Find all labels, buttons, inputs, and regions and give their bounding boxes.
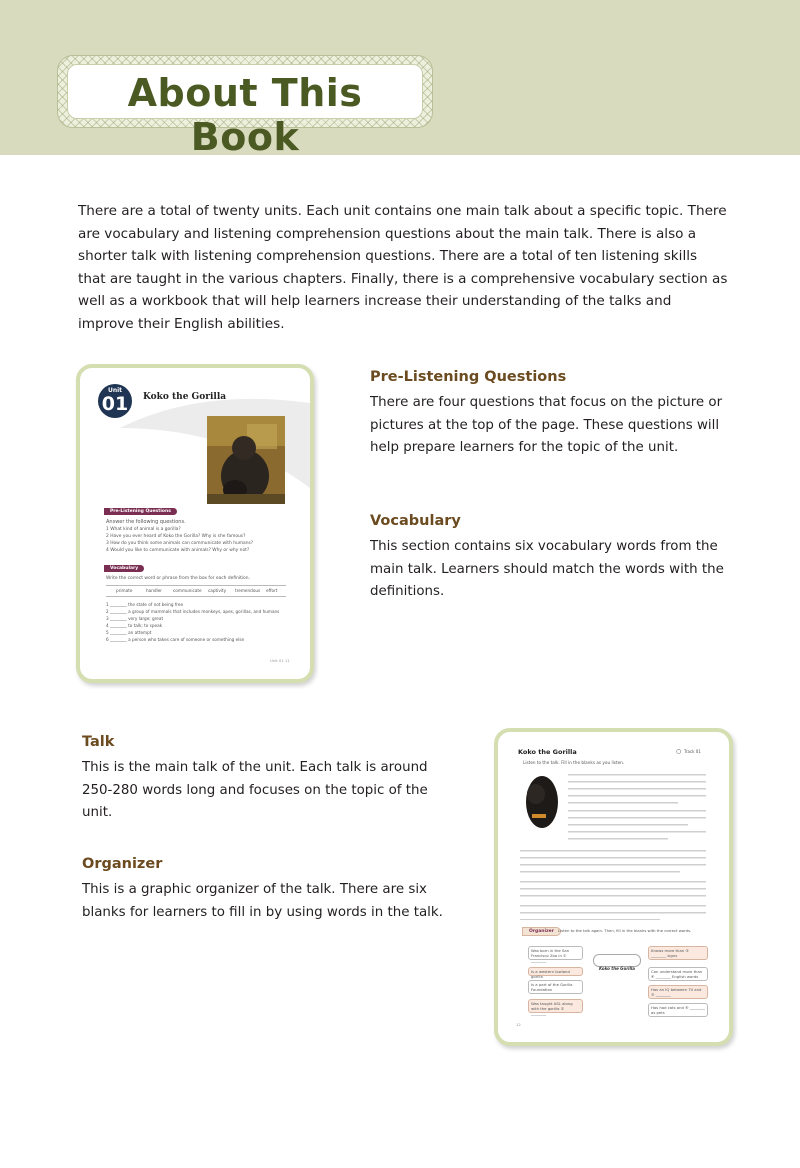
word-4: captivity: [208, 588, 227, 593]
definition-4: 4 ________ to talk; to speak: [106, 623, 163, 628]
word-6: effort: [266, 588, 278, 593]
vocabulary-heading: Vocabulary: [370, 513, 461, 529]
organizer-right-1: Knows more than ③ ________ signs: [648, 946, 708, 960]
organizer-instruction: Listen to the talk again. Then, fill in the blanks with the correct words.: [558, 928, 692, 933]
track-label: Track 01: [684, 749, 701, 754]
unit-label: Unit: [107, 387, 123, 394]
intro-paragraph: There are a total of twenty units. Each unit contains one main talk about a specific topic. There are vocabulary and listening comprehension questions about the main talk. There is also a shorter talk with listening comprehension questions. There are a total of ten listening skills that are taught in the various chapters. Finally, there is a comprehensive vocabulary section as well as a workbook that will help learners increase their understanding of the talks and improve their English abilities.: [78, 203, 728, 332]
title-inner: [67, 64, 423, 159]
pre-instruction: Answer the following questions.: [106, 519, 186, 525]
headphones-icon: ○: [676, 748, 682, 755]
organizer-heading: Organizer: [82, 856, 163, 872]
pre-listening-tag: Pre-Listening Questions: [104, 508, 177, 515]
organizer-body: This is a graphic organizer of the talk. There are six blanks for learners to fill in by using words in the talk.: [82, 882, 443, 920]
organizer-left-2: Is a western lowland gorilla: [528, 967, 583, 976]
talk-page-preview: [494, 728, 733, 1046]
definition-6: 6 ________ a person who takes care of someone or something else: [106, 637, 245, 642]
unit-number: 01: [101, 393, 129, 415]
organizer-right-3: Has an IQ between 70 and ⑤ ________: [648, 985, 708, 999]
definition-1: 1 ________ the state of not being free: [106, 602, 184, 607]
talk-text-lines: [498, 770, 729, 920]
question-4: 4 Would you like to communicate with animals? Why or why not?: [106, 548, 250, 553]
definition-3: 3 ________ very large; great: [106, 616, 164, 621]
unit-badge: [98, 384, 132, 418]
word-5: tremendous: [235, 588, 261, 593]
talk-instruction: Listen to the talk. Fill in the blanks as you listen.: [523, 760, 625, 765]
organizer-left-1: Was born in the San Francisco Zoo in ① ________: [528, 946, 583, 960]
header-band: [0, 0, 800, 159]
organizer-center: [593, 954, 641, 971]
organizer-center-label: Koko the Gorilla: [599, 966, 635, 971]
talk-body: This is the main talk of the unit. Each talk is around 250-280 words long and focuses on the topic of the unit.: [82, 760, 428, 820]
unit-page-preview: [76, 364, 314, 683]
vocab-instruction: Write the correct word or phrase from the box for each definition.: [106, 576, 250, 581]
definition-2: 2 ________ a group of mammals that includes monkeys, apes, gorillas, and humans: [106, 609, 280, 614]
definition-5: 5 ________ an attempt: [106, 630, 152, 635]
vocabulary-tag: Vocabulary: [104, 565, 144, 572]
question-2: 2 Have you ever heard of Koko the Gorilla? Why is she famous?: [106, 534, 246, 539]
pre-listening-body: There are four questions that focus on the picture or pictures at the top of the page. These questions will help prepare learners for the topic of the unit.: [370, 395, 723, 455]
page-title: About This Book: [127, 71, 363, 159]
title-frame: [57, 55, 433, 159]
unit-title: Koko the Gorilla: [143, 392, 227, 402]
talk-page-number: 12: [516, 1022, 521, 1027]
pre-listening-heading: Pre-Listening Questions: [370, 369, 567, 385]
talk-title: Koko the Gorilla: [518, 748, 577, 756]
word-box: [106, 585, 286, 597]
question-1: 1 What kind of animal is a gorilla?: [106, 527, 181, 532]
word-3: communicate: [173, 588, 202, 593]
page-number: Unit 01 11: [270, 658, 290, 663]
organizer-tag: Organizer: [522, 927, 561, 936]
organizer-right-4: Has had cats and ⑥ ________ as pets: [648, 1003, 708, 1017]
organizer-right-2: Can understand more than ④ ________ English words: [648, 967, 708, 981]
organizer-left-3: Is a part of the Gorilla Foundation: [528, 980, 583, 994]
talk-heading: Talk: [82, 734, 115, 750]
organizer-left-4: Was taught ASL along with the gorilla ② ________: [528, 999, 583, 1013]
question-3: 3 How do you think some animals can communicate with humans?: [106, 541, 254, 546]
vocabulary-body: This section contains six vocabulary words from the main talk. Learners should match the words with the definitions.: [370, 539, 724, 599]
gorilla-photo: [207, 416, 285, 504]
word-2: handler: [146, 588, 162, 593]
word-1: primate: [116, 588, 133, 593]
